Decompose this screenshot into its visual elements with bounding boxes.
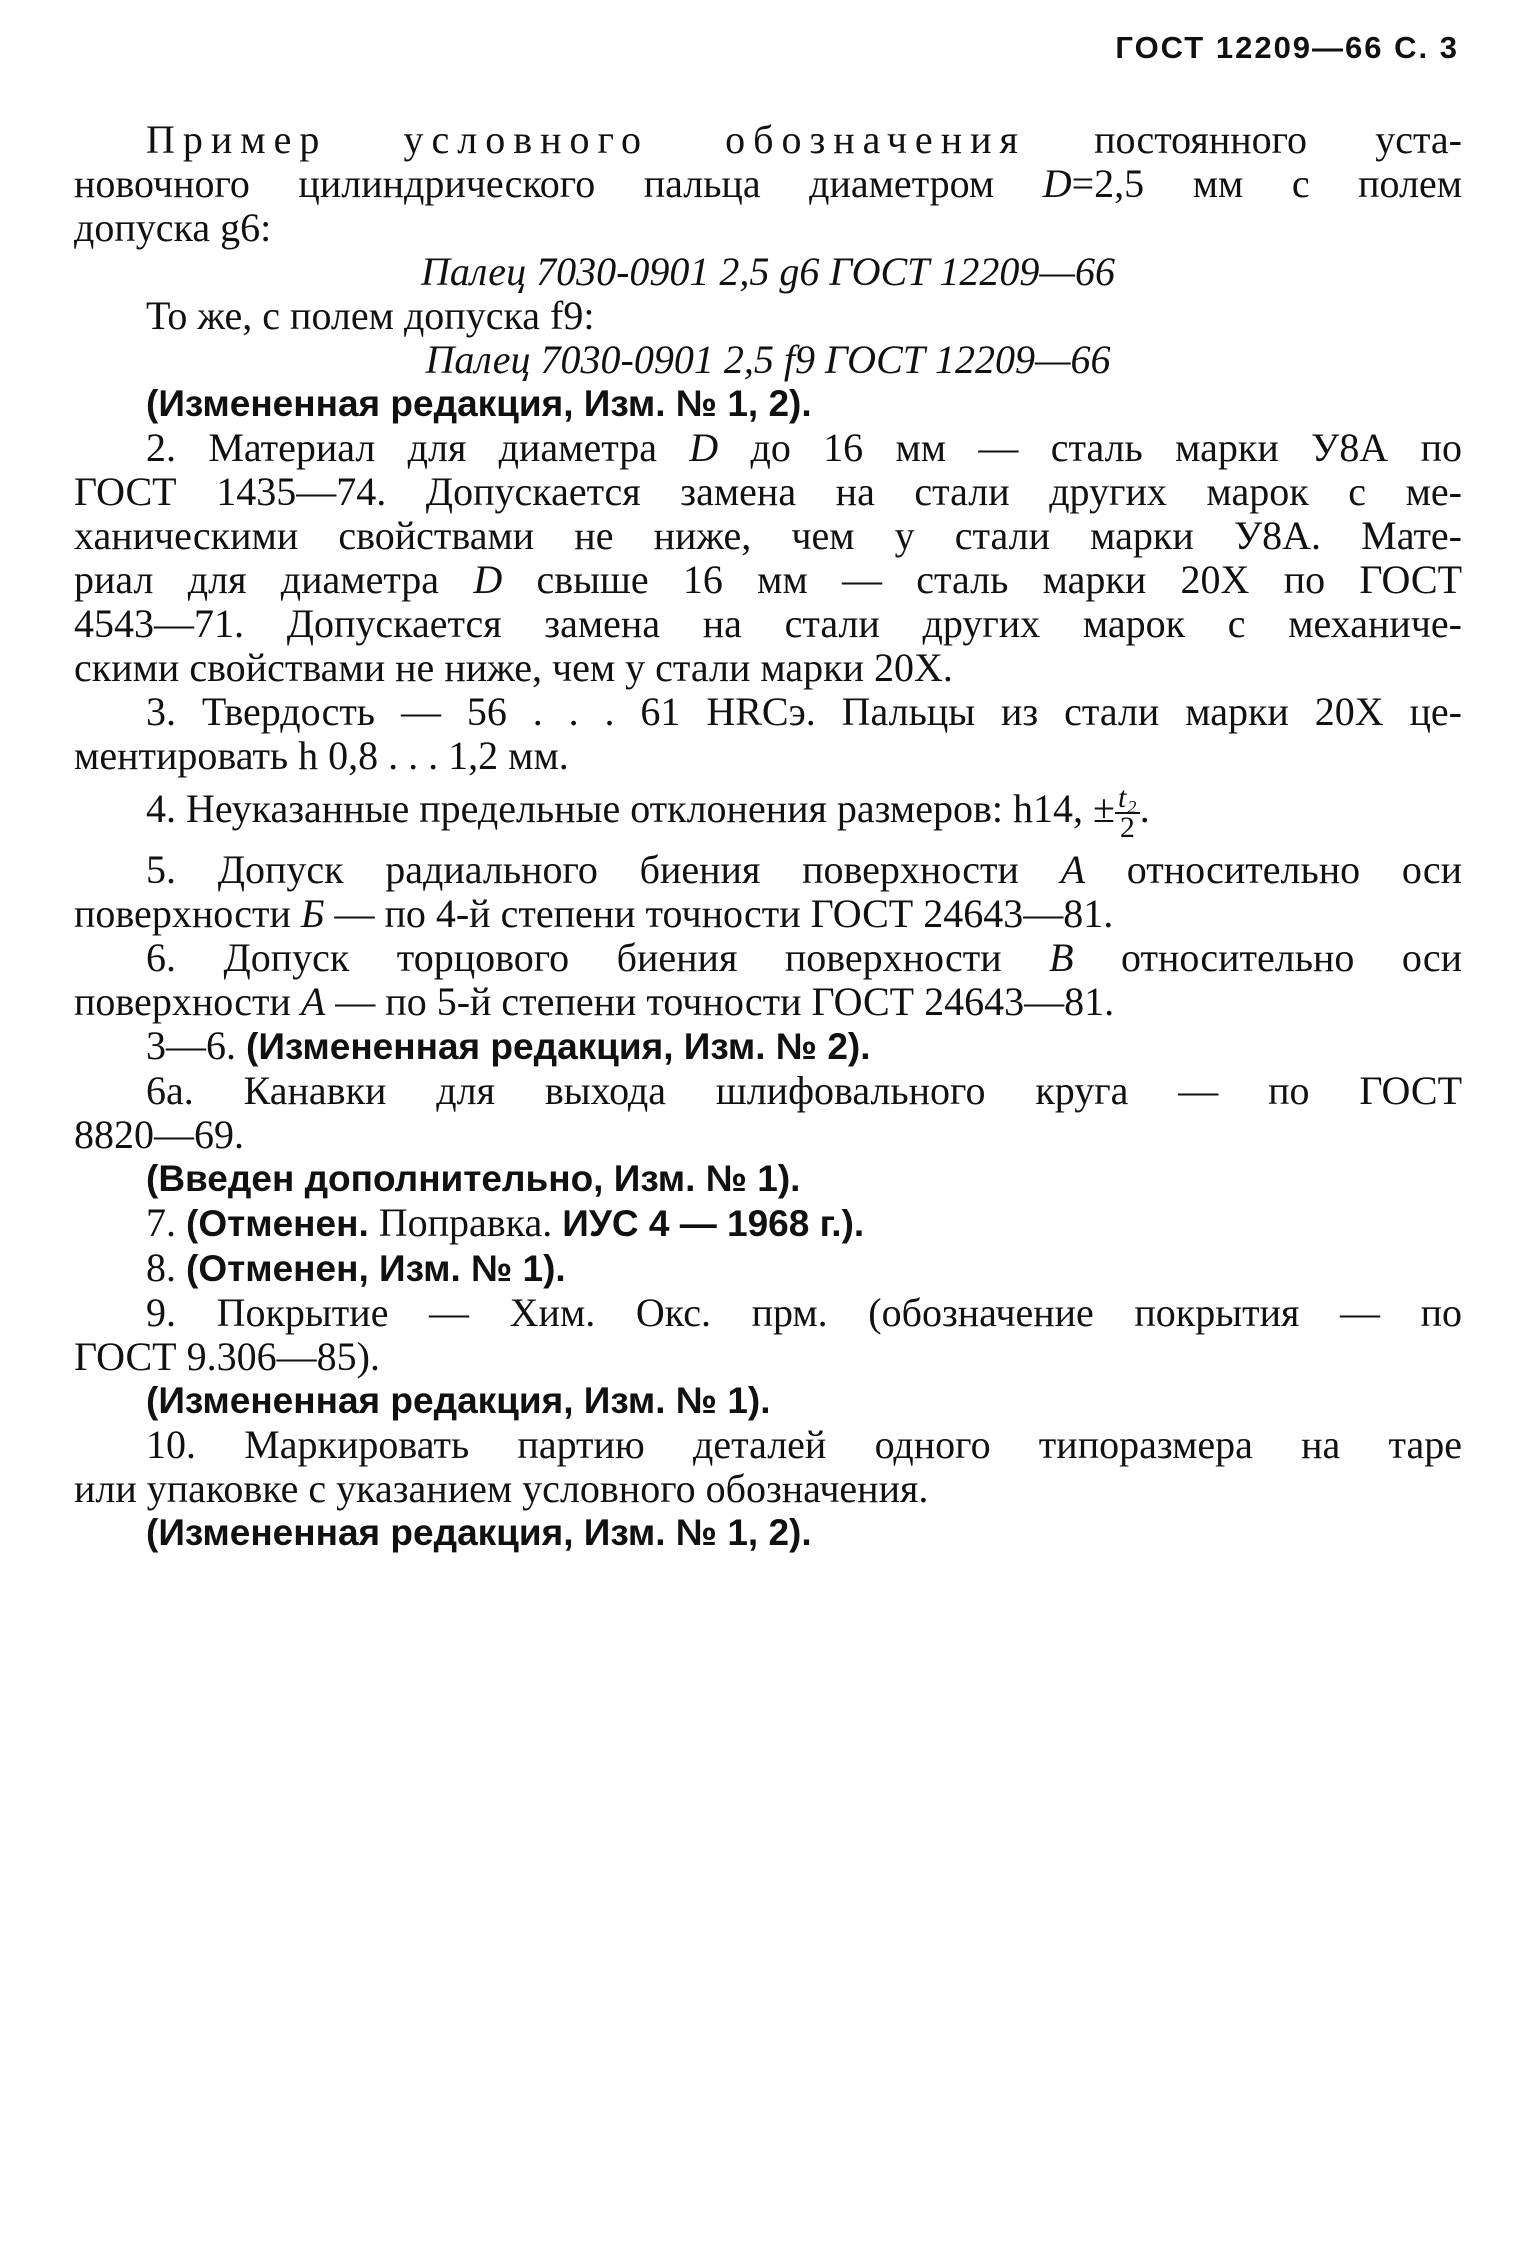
item-9-line-2: ГОСТ 9.306—85). [74,1334,380,1379]
item-2-line-3: ханическими свойствами не ниже, чем у стали марки У8А. Мате- [74,513,1462,558]
item-10-line-2: или упаковке с указанием условного обозначения. [74,1466,929,1511]
item-6-line-1: 6. Допуск торцового биения поверхности В относительно оси [146,935,1463,980]
fraction: $\frac{\text{t₂}}{2}$ [1115,784,1140,842]
revision-note-10: (Измененная редакция, Изм. № 1, 2). [146,1512,812,1553]
paragraph-1-line-1: Пример условного обозначения постоянного уста- [146,117,1462,162]
designation-example-2: Палец 7030-0901 2,5 f9 ГОСТ 12209—66 [425,337,1111,382]
item-2-line-6: скими свойствами не ниже, чем у стали марки 20Х. [74,645,953,690]
revision-note-3-6: 3—6. (Измененная редакция, Изм. № 2). [146,1023,871,1068]
item-6a-line-2: 8820—69. [74,1112,244,1157]
item-3-line-1: 3. Твердость — 56 . . . 61 HRCэ. Пальцы из стали марки 20Х це- [146,689,1462,734]
designation-example-1: Палец 7030-0901 2,5 g6 ГОСТ 12209—66 [420,249,1115,294]
item-5-line-1: 5. Допуск радиального биения поверхности А относительно оси [146,847,1463,892]
page-header: ГОСТ 12209—66 С. 3 [1115,30,1459,65]
revision-note-1: (Измененная редакция, Изм. № 1, 2). [146,383,812,424]
revision-note-6a: (Введен дополнительно, Изм. № 1). [146,1158,801,1199]
paragraph-1-line-2: новочного цилиндрического пальца диаметром D=2,5 мм с полем [74,161,1463,206]
item-9-line-1: 9. Покрытие — Хим. Окс. прм. (обозначение покрытия — по [146,1290,1462,1335]
item-5-line-2: поверхности Б — по 4-й степени точности ГОСТ 24643—81. [74,891,1114,936]
item-2-line-1: 2. Материал для диаметра D до 16 мм — сталь марки У8А по [146,425,1462,470]
item-2-line-2: ГОСТ 1435—74. Допускается замена на стали других марок с ме- [74,469,1462,514]
item-2-line-5: 4543—71. Допускается замена на стали других марок с механиче- [74,601,1462,646]
document-body [74,118,1462,1555]
paragraph-1-line-3: допуска g6: [74,205,272,250]
item-6a-line-1: 6а. Канавки для выхода шлифовального круга — по ГОСТ [146,1068,1462,1113]
item-3-line-2: ментировать h 0,8 . . . 1,2 мм. [74,733,569,778]
item-10-line-1: 10. Маркировать партию деталей одного типоразмера на таре [146,1422,1462,1467]
item-6-line-2: поверхности А — по 5-й степени точности ГОСТ 24643—81. [74,979,1115,1024]
revision-note-9: (Измененная редакция, Изм. № 1). [146,1380,771,1421]
paragraph-1-line-4: То же, с полем допуска f9: [146,293,595,338]
item-7: 7. (Отменен. Поправка. ИУС 4 — 1968 г.). [146,1200,865,1245]
item-4: 4. Неуказанные предельные отклонения размеров: h14, ± $\frac{\text{t₂}}{2}$ . [146,781,1150,844]
item-2-line-4: риал для диаметра D свыше 16 мм — сталь марки 20Х по ГОСТ [74,557,1462,602]
item-8: 8. (Отменен, Изм. № 1). [146,1245,566,1290]
